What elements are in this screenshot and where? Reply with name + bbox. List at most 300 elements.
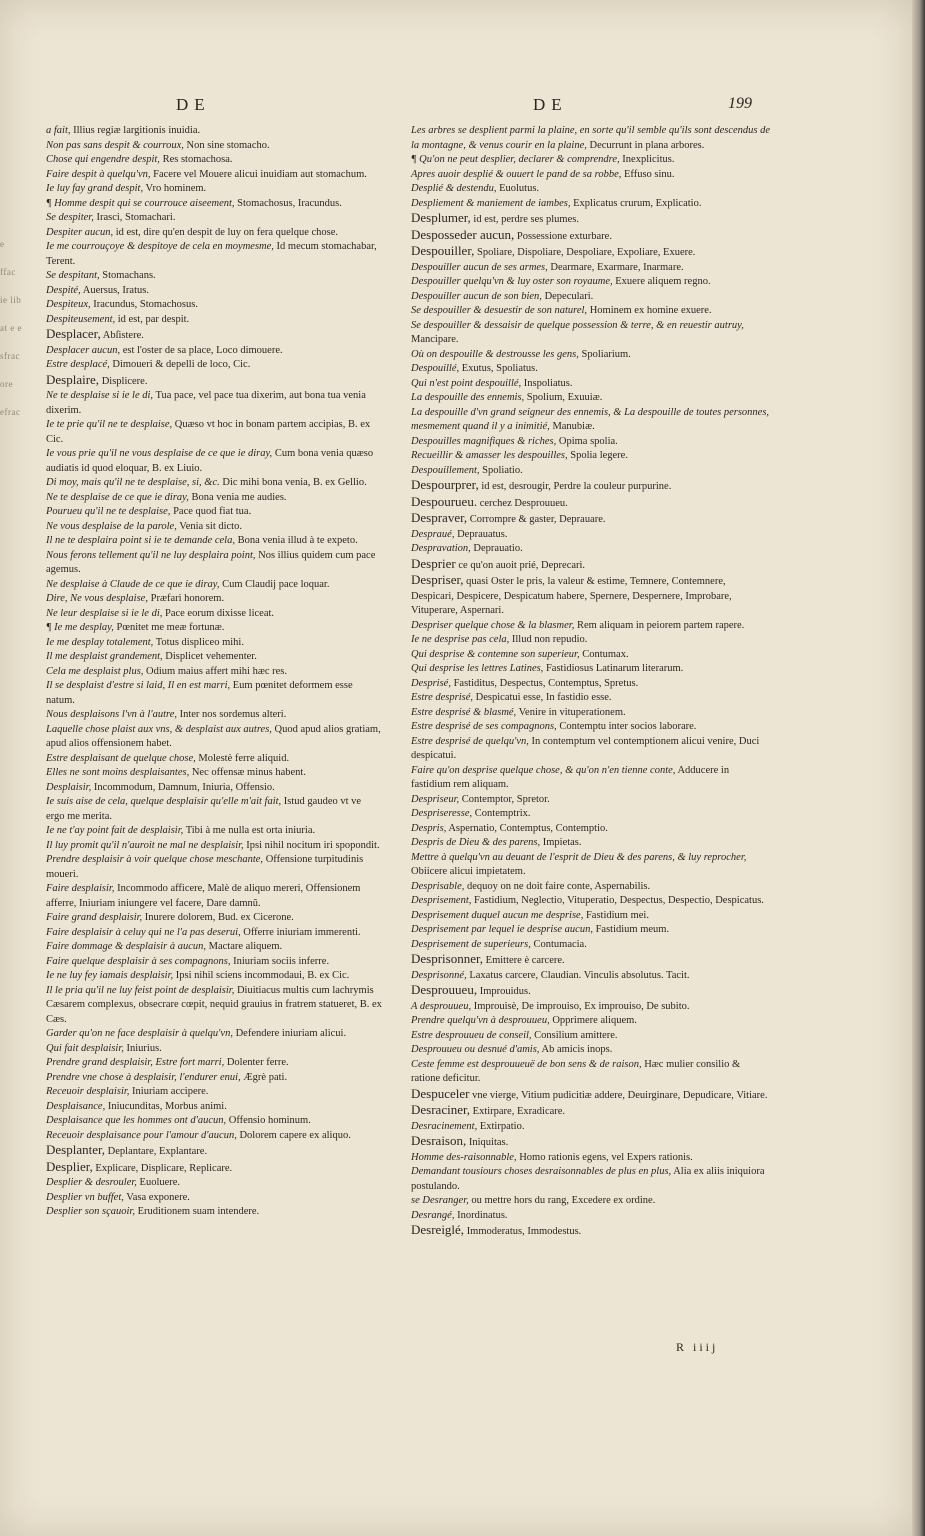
entry-french-text: Receuoir desplaisir,	[46, 1086, 130, 1097]
entry-french-text: Despiteusement,	[46, 313, 116, 325]
dictionary-entry	[411, 362, 771, 377]
entry-latin-text: Iniuriam accipere.	[129, 1086, 209, 1097]
entry-latin-text: Tua pace, vel pace tua dixerim, aut bona tua venia dixerim.	[46, 390, 366, 416]
dictionary-entry	[411, 662, 771, 677]
entry-latin-text: Vro hominem.	[143, 183, 207, 194]
entry-latin-text: ou mettre hors du rang, Excedere ex ordine.	[468, 1195, 656, 1206]
dictionary-entry	[411, 228, 771, 245]
dictionary-entry	[411, 528, 771, 543]
entry-french-text: Despraué,	[411, 528, 455, 540]
dictionary-entry	[46, 1027, 382, 1042]
dictionary-entry	[46, 795, 382, 824]
entry-latin-text: Adducere in fastidium rem aliquam.	[411, 764, 730, 790]
dictionary-entry	[411, 1103, 771, 1120]
entry-latin-text: Illius regiæ largitionis inuidia.	[70, 125, 201, 136]
entry-french-text: Recueillir & amasser les despouilles,	[411, 450, 568, 461]
dictionary-entry	[411, 735, 771, 764]
dictionary-entry	[46, 1160, 382, 1177]
dictionary-entry	[46, 824, 382, 839]
dictionary-entry	[411, 880, 771, 895]
entry-latin-text: Despicatui esse, In fastidio esse.	[473, 692, 612, 703]
entry-latin-text: vne vierge, Vitium pudicitiæ addere, Deuirginare, Depudicare, Vitiare.	[469, 1089, 768, 1101]
entry-latin-text: Quæso vt hoc in bonam partem accipias, B. ex Cic.	[46, 419, 371, 445]
entry-latin-text: id est, par despit.	[115, 313, 190, 325]
entry-latin-text: dequoy on ne doit faire conte, Aspernabilis.	[464, 880, 651, 892]
entry-latin-text: Opima spolia.	[556, 435, 618, 447]
entry-latin-text: Improuisè, De improuiso, Ex improuiso, De subito.	[471, 1000, 690, 1012]
entry-latin-text: Homo rationis egens, vel Expers rationis.	[516, 1151, 693, 1163]
dictionary-entry	[46, 1056, 382, 1071]
dictionary-entry	[46, 650, 382, 665]
entry-french-text: Despris de Dieu & des parens,	[411, 837, 541, 848]
entry-latin-text: Diuitiacus multis cum lachrymis Cæsarem complexus, obsecrare cœpit, nequid grauius in fratrem statueret, B. ex Cæs.	[46, 984, 382, 1025]
entry-french-text: Il le pria qu'il ne luy feist point de desplaisir,	[46, 984, 235, 996]
entry-latin-text: Rem aliquam in peiorem partem rapere.	[574, 619, 745, 631]
entry-french-text: Où on despouille & destrousse les gens,	[411, 348, 579, 360]
entry-french-text: Di moy, mais qu'il ne te desplaise, si, &c.	[46, 477, 220, 488]
entry-latin-text: Ipsi nihil sciens incommodaui, B. ex Cic.	[173, 970, 350, 981]
dictionary-entry	[46, 344, 382, 359]
entry-latin-text: Venire in vituperationem.	[516, 706, 626, 718]
entry-headword: Despriser,	[411, 572, 464, 587]
dictionary-entry	[411, 822, 771, 837]
entry-french-text: Receuoir desplaisance pour l'amour d'aucun,	[46, 1129, 237, 1141]
entry-french-text: Ie ne luy fey iamais desplaisir,	[46, 970, 174, 981]
entry-latin-text: Offerre iniuriam immerenti.	[240, 926, 361, 938]
dictionary-entry	[46, 124, 382, 139]
entry-latin-text: Facere vel Mouere alicui inuidiam aut stomachum.	[150, 168, 367, 180]
entry-latin-text: Pace eorum dixisse liceat.	[162, 607, 275, 619]
entry-french-text: Desracinement,	[411, 1120, 478, 1132]
signature-mark: R iiij	[676, 1340, 719, 1354]
entry-latin-text: Improuidus.	[477, 986, 531, 997]
entry-french-text: Despiter aucun,	[46, 226, 114, 238]
dictionary-entry	[411, 706, 771, 721]
dictionary-entry	[411, 1058, 771, 1087]
entry-latin-text: Consilium amittere.	[531, 1029, 618, 1041]
entry-latin-text: quasi Oster le pris, la valeur & estime, Temnere, Contemnere, Despicari, Despicere, Despicatum habere, Spernere, Despernere, Improbare, Vituperare, Aspernari.	[411, 576, 732, 616]
entry-latin-text: Contemptor, Spretor.	[459, 793, 550, 805]
entry-latin-text: cerchez Desprouueu.	[477, 497, 568, 509]
entry-latin-text: Aspernatio, Contemptus, Contemptio.	[446, 822, 608, 834]
entry-latin-text: Corrompre & gaster, Deprauare.	[467, 514, 606, 525]
entry-latin-text: Spoliarium.	[578, 348, 631, 360]
entry-latin-text: Defendere iniuriam alicui.	[232, 1028, 347, 1039]
entry-french-text: Ie suis aise de cela, quelque desplaisir qu'elle m'ait fait,	[46, 796, 282, 807]
entry-french-text: Non pas sans despit & courroux,	[46, 139, 184, 151]
entry-latin-text: Cum bona venia quæso audiatis id quod eloquar, B. ex Liuio.	[46, 448, 374, 474]
entry-french-text: Despliement & maniement de iambes,	[411, 197, 571, 209]
dictionary-entry	[46, 578, 382, 593]
entry-latin-text: Irasci, Stomachari.	[93, 212, 176, 223]
entry-headword: Despourueu.	[411, 493, 478, 509]
dictionary-entry	[46, 882, 382, 911]
dictionary-entry	[46, 1143, 382, 1160]
dictionary-entry	[411, 720, 771, 735]
entry-french-text: A desprouueu,	[411, 1000, 472, 1012]
dictionary-entry	[46, 269, 382, 284]
entry-french-text: Desprisonné,	[411, 969, 467, 981]
entry-french-text: Apres auoir desplié & ouuert le pand de sa robbe,	[411, 168, 622, 180]
entry-french-text: Faire despit à quelqu'vn,	[46, 168, 151, 180]
entry-latin-text: Iniuriam sociis inferre.	[230, 955, 330, 967]
entry-french-text: Desplier vn buffet,	[46, 1191, 124, 1203]
dictionary-entry	[411, 677, 771, 692]
entry-french-text: Despité,	[46, 284, 81, 296]
entry-headword: Desplier,	[46, 1158, 93, 1174]
entry-latin-text: Fastidium meum.	[592, 924, 670, 935]
entry-latin-text: Spoliare, Dispoliare, Despoliare, Expoliare, Exuere.	[474, 247, 696, 258]
entry-french-text: Ie me desplay totalement,	[46, 636, 154, 648]
dictionary-entry	[46, 911, 382, 926]
dictionary-entry	[411, 495, 771, 512]
dictionary-entry	[46, 592, 382, 607]
entry-latin-text: Fastidiosus Latinarum literarum.	[543, 663, 684, 674]
entry-latin-text: Explicatus crurum, Explicatio.	[570, 197, 702, 209]
entry-latin-text: Molestè ferre aliquid.	[195, 752, 290, 764]
dictionary-entry	[411, 153, 771, 168]
dictionary-entry	[411, 211, 771, 228]
entry-french-text: Ie luy fay grand despit,	[46, 183, 144, 194]
dictionary-entry	[411, 573, 771, 619]
entry-french-text: Faire qu'on desprise quelque chose, & qu'on n'en tienne conte,	[411, 764, 676, 776]
page-number: 199	[728, 95, 752, 112]
entry-latin-text: Contumax.	[579, 648, 629, 660]
header-left-word: DE	[176, 95, 211, 114]
dictionary-entry	[411, 182, 771, 197]
entry-latin-text: Inordinatus.	[454, 1209, 508, 1221]
dictionary-entry	[411, 511, 771, 528]
entry-french-text: Prendre quelqu'vn à desprouueu,	[411, 1015, 550, 1026]
entry-french-text: La despouille d'vn grand seigneur des ennemis, & La despouille de toutes personnes, mesmement quand il y a inimitié,	[411, 406, 770, 432]
entry-french-text: Ie me courrouçoye & despitoye de cela en moymesme,	[46, 241, 274, 252]
dictionary-entry	[411, 1209, 771, 1224]
dictionary-entry	[46, 447, 382, 476]
entry-french-text: Ceste femme est desprouueuë de bon sens & de raison,	[411, 1058, 642, 1070]
entry-latin-text: Istud gaudeo vt ve ergo me merita.	[46, 796, 362, 822]
dictionary-entry	[411, 909, 771, 924]
dictionary-entry	[411, 391, 771, 406]
entry-latin-text: Nec offensæ minus habent.	[189, 767, 306, 778]
entry-french-text: Desplacer aucun,	[46, 344, 121, 356]
dictionary-entry	[46, 534, 382, 549]
dictionary-entry	[411, 764, 771, 793]
entry-latin-text: Dimoueri & depelli de loco, Cic.	[109, 359, 251, 370]
left-column	[46, 124, 382, 1220]
entry-latin-text: id est, dire qu'en despit de luy on fera quelque chose.	[113, 226, 339, 238]
entry-latin-text: Contemptu inter socios laborare.	[556, 721, 697, 732]
entry-latin-text: Displicet vehementer.	[162, 651, 257, 662]
dictionary-entry	[411, 1000, 771, 1015]
dictionary-entry	[46, 752, 382, 767]
entry-latin-text: Dic mihi bona venia, B. ex Gellio.	[219, 477, 367, 488]
entry-latin-text: Cum Claudij pace loquar.	[219, 578, 330, 590]
entry-latin-text: Tibi à me nulla est orta iniuria.	[183, 825, 316, 836]
entry-latin-text: Inexplicitus.	[619, 154, 675, 165]
entry-latin-text: Deprauatio.	[470, 543, 523, 554]
entry-french-text: Prendre desplaisir à voir quelque chose meschante,	[46, 854, 264, 865]
dictionary-entry	[411, 807, 771, 822]
entry-french-text: Qui desprise les lettres Latines,	[411, 663, 544, 674]
dictionary-entry	[46, 327, 382, 344]
dictionary-entry	[411, 1223, 771, 1240]
entry-latin-text: Possessione exturbare.	[514, 230, 612, 242]
entry-latin-text: Id mecum stomachabar, Terent.	[46, 241, 377, 267]
entry-french-text: Despris,	[411, 822, 447, 834]
entry-french-text: Garder qu'on ne face desplaisir à quelqu'vn,	[46, 1028, 233, 1039]
entry-latin-text: Iniurius.	[123, 1042, 162, 1054]
entry-french-text: Chose qui engendre despit,	[46, 154, 160, 165]
dictionary-entry	[411, 557, 771, 574]
dictionary-entry	[411, 1134, 771, 1151]
margin-bleed-through: e ffac ie lib at e e sfrac ore efrac	[0, 239, 22, 417]
entry-latin-text: Ægrè pati.	[240, 1071, 288, 1083]
entry-latin-text: Euolutus.	[496, 183, 540, 194]
entry-french-text: Qui fait desplaisir,	[46, 1042, 124, 1054]
dictionary-entry	[46, 665, 382, 680]
dictionary-entry	[411, 952, 771, 969]
dictionary-entry	[411, 1014, 771, 1029]
dictionary-entry	[411, 1151, 771, 1166]
entry-french-text: Qui n'est point despouillé,	[411, 377, 522, 389]
dictionary-entry	[411, 464, 771, 479]
entry-latin-text: Totus displiceo mihi.	[153, 636, 244, 648]
entry-french-text: Despiteux,	[46, 299, 91, 310]
entry-french-text: a fait,	[46, 125, 71, 136]
entry-latin-text: In contemptum vel contemptionem alicui venire, Duci despicatui.	[411, 735, 760, 761]
dictionary-entry	[411, 619, 771, 634]
entry-french-text: Estre desprouueu de conseil,	[411, 1029, 532, 1041]
dictionary-entry	[46, 621, 382, 636]
entry-latin-text: Bona venia illud à te expeto.	[234, 535, 358, 546]
entry-french-text: Ne desplaise à Claude de ce que ie diray,	[46, 578, 220, 590]
dictionary-entry	[46, 520, 382, 535]
entry-latin-text: Offensione turpitudinis moueri.	[46, 854, 364, 880]
dictionary-entry	[46, 476, 382, 491]
entry-french-text: Desplier son sçauoir,	[46, 1206, 135, 1217]
dictionary-entry	[411, 542, 771, 557]
dictionary-entry	[411, 319, 771, 348]
entry-french-text: Desplier & desrouler,	[46, 1177, 137, 1188]
dictionary-entry	[411, 983, 771, 1000]
dictionary-entry	[411, 938, 771, 953]
entry-french-text: Ne leur desplaise si ie le di,	[46, 607, 163, 619]
entry-latin-text: Ipsi nihil nocitum iri spopondit.	[243, 839, 380, 851]
entry-latin-text: Fastidium, Neglectio, Vituperatio, Despectus, Despectio, Despicatus.	[471, 895, 764, 906]
entry-french-text: Estre desprisé de ses compagnons,	[411, 721, 557, 732]
dictionary-entry	[411, 836, 771, 851]
dictionary-entry	[46, 839, 382, 854]
entry-french-text: Despriseur,	[411, 793, 460, 805]
dictionary-entry	[46, 284, 382, 299]
entry-latin-text: Stomachans.	[99, 270, 156, 281]
entry-latin-text: Iniucunditas, Morbus animi.	[105, 1100, 227, 1112]
dictionary-entry	[411, 406, 771, 435]
dictionary-entry	[46, 211, 382, 226]
dictionary-entry	[46, 1191, 382, 1206]
dictionary-entry	[411, 1165, 771, 1194]
entry-headword: Despouiller,	[411, 243, 475, 258]
dictionary-entry	[411, 793, 771, 808]
entry-french-text: Despriseresse,	[411, 808, 473, 819]
dictionary-entry	[411, 478, 771, 495]
entry-french-text: Prendre grand desplaisir, Estre fort marri,	[46, 1057, 225, 1068]
dictionary-entry	[46, 1085, 382, 1100]
entry-french-text: Ne vous desplaise de la parole,	[46, 520, 177, 532]
entry-french-text: Despouiller quelqu'vn & luy oster son royaume,	[411, 276, 613, 287]
entry-latin-text: Contumacia.	[530, 938, 587, 950]
entry-latin-text: Dolorem capere ex aliquo.	[236, 1129, 351, 1141]
entry-latin-text: Iniquitas.	[466, 1137, 509, 1148]
entry-french-text: se Desranger,	[411, 1195, 469, 1206]
entry-latin-text: Illud non repudio.	[509, 634, 588, 645]
entry-headword: Desplanter,	[46, 1142, 106, 1157]
entry-french-text: Desprisement par lequel ie desprise aucun,	[411, 924, 593, 935]
dictionary-entry	[411, 1087, 771, 1104]
entry-latin-text: Ab amicis inops.	[539, 1044, 613, 1055]
entry-latin-text: Incommodum, Damnum, Iniuria, Offensio.	[91, 781, 275, 793]
entry-headword: Desposseder aucun,	[411, 226, 515, 242]
entry-latin-text: Odium maius affert mihi hæc res.	[143, 665, 287, 677]
dictionary-entry	[411, 261, 771, 276]
dictionary-entry	[411, 648, 771, 663]
entry-french-text: Desplié & destendu,	[411, 183, 497, 194]
dictionary-entry	[46, 853, 382, 882]
entry-french-text: Prendre vne chose à desplaisir, l'endurer enui,	[46, 1071, 241, 1083]
dictionary-entry	[46, 182, 382, 197]
entry-latin-text: Exutus, Spoliatus.	[459, 363, 538, 374]
entry-french-text: Desplaisance que les hommes ont d'aucun,	[46, 1115, 227, 1126]
entry-french-text: Ie ne t'ay point fait de desplaisir,	[46, 825, 184, 836]
entry-latin-text: Decurrunt in plana arbores.	[586, 139, 705, 151]
entry-latin-text: Fastidium mei.	[583, 909, 649, 921]
dictionary-entry	[46, 1205, 382, 1220]
entry-latin-text: Laxatus carcere, Claudian. Vinculis absolutus. Tacit.	[466, 969, 690, 981]
entry-latin-text: ce qu'on auoit prié, Deprecari.	[455, 559, 586, 571]
entry-latin-text: Inspoliatus.	[521, 377, 573, 389]
entry-headword: Desprier	[411, 555, 456, 571]
dictionary-entry	[411, 851, 771, 880]
entry-latin-text: Iracundus, Stomachosus.	[90, 299, 198, 310]
entry-french-text: Desrangé,	[411, 1209, 455, 1221]
entry-french-text: Desprouueu ou desnué d'amis,	[411, 1044, 540, 1055]
dictionary-entry	[411, 168, 771, 183]
entry-french-text: Desprisement,	[411, 895, 472, 906]
entry-headword: Desraison,	[411, 1133, 467, 1148]
entry-french-text: Homme des-raisonnable,	[411, 1151, 517, 1163]
entry-headword: Desprisonner,	[411, 951, 484, 966]
entry-french-text: Despouillement,	[411, 464, 480, 476]
entry-latin-text: Venia sit dicto.	[176, 520, 242, 532]
entry-french-text: Desprisé,	[411, 677, 451, 689]
entry-french-text: Ie vous prie qu'il ne vous desplaise de ce que ie diray,	[46, 448, 273, 459]
entry-latin-text: Bona venia me audies.	[188, 491, 287, 503]
dictionary-entry	[411, 691, 771, 706]
entry-french-text: Ie ne desprise pas cela,	[411, 634, 510, 645]
entry-latin-text: Displicere.	[99, 375, 148, 387]
entry-french-text: Desplaisir,	[46, 781, 92, 793]
dictionary-entry	[46, 766, 382, 781]
entry-latin-text: Deplantare, Explantare.	[105, 1146, 208, 1157]
entry-french-text: Despouiller aucun de son bien,	[411, 290, 542, 302]
entry-latin-text: Stomachosus, Iracundus.	[234, 197, 342, 209]
entry-latin-text: Inter nos sordemus alteri.	[176, 709, 287, 720]
entry-latin-text: Depeculari.	[541, 290, 594, 302]
entry-latin-text: Deprauatus.	[454, 528, 508, 540]
entry-french-text: Les arbres se desplient parmi la plaine, en sorte qu'il semble qu'ils sont descendus de la montagne, & venus courir en la plaine,	[411, 125, 771, 151]
entry-french-text: Despouilles magnifiques & riches,	[411, 435, 557, 447]
entry-french-text: Qui desprise & contemne son superieur,	[411, 648, 580, 660]
dictionary-entry	[411, 435, 771, 450]
entry-french-text: Despriser quelque chose & la blasmer,	[411, 619, 575, 631]
entry-french-text: Faire dommage & desplaisir à aucun,	[46, 941, 207, 952]
entry-french-text: Pourueu qu'il ne te desplaise,	[46, 506, 171, 517]
entry-french-text: Desprisement duquel aucun me desprise,	[411, 909, 584, 921]
entry-latin-text: Fastiditus, Despectus, Contemptus, Spretus.	[450, 677, 639, 689]
entry-latin-text: id est, perdre ses plumes.	[470, 214, 579, 225]
dictionary-entry	[46, 240, 382, 269]
dictionary-entry	[46, 636, 382, 651]
dictionary-entry	[411, 348, 771, 363]
entry-french-text: Demandant tousiours choses desraisonnables de plus en plus,	[411, 1166, 672, 1177]
entry-french-text: Il ne te desplaira point si ie te demande cela,	[46, 535, 235, 546]
entry-french-text: Estre desprisé & blasmé,	[411, 706, 517, 718]
dictionary-entry	[46, 679, 382, 708]
entry-latin-text: Hæc mulier consilio & ratione deficitur.	[411, 1058, 741, 1084]
entry-french-text: ¶ Homme despit qui se courrouce aiseement,	[46, 197, 235, 209]
entry-latin-text: Obiicere alicui impietatem.	[411, 866, 526, 877]
dictionary-entry	[46, 708, 382, 723]
entry-latin-text: Vasa exponere.	[123, 1191, 190, 1203]
dictionary-entry	[46, 153, 382, 168]
entry-french-text: Estre desplaisant de quelque chose,	[46, 752, 196, 764]
header-right-word: DE	[533, 95, 568, 114]
dictionary-entry	[46, 1129, 382, 1144]
entry-french-text: ¶ Qu'on ne peut desplier, declarer & comprendre,	[411, 154, 620, 165]
entry-latin-text: Inurere dolorem, Bud. ex Cicerone.	[142, 912, 294, 923]
entry-latin-text: Incommodo afficere, Malè de aliquo mereri, Offensionem afferre, Iniuriam iniungere vel facere, Dare damnũ.	[46, 883, 361, 909]
dictionary-entry	[411, 304, 771, 319]
dictionary-entry	[46, 926, 382, 941]
entry-french-text: Laquelle chose plaist aux vns, & desplaist aux autres,	[46, 723, 272, 735]
entry-french-text: Se despouiller & desuestir de son naturel,	[411, 305, 588, 316]
dictionary-entry	[411, 923, 771, 938]
entry-headword: Desplumer,	[411, 210, 471, 225]
running-header	[0, 95, 912, 123]
entry-latin-text: Eum pœnitet deformem esse natum.	[46, 680, 353, 706]
entry-french-text: Cela me desplaist plus,	[46, 665, 144, 677]
entry-latin-text: Immoderatus, Immodestus.	[464, 1226, 582, 1237]
entry-latin-text: Pœnitet me meæ fortunæ.	[113, 622, 225, 633]
dictionary-entry	[46, 197, 382, 212]
dictionary-entry	[411, 290, 771, 305]
entry-french-text: Despouiller aucun de ses armes,	[411, 261, 548, 273]
entry-french-text: Il luy promit qu'il n'auroit ne mal ne desplaisir,	[46, 839, 244, 851]
dictionary-entry	[411, 1043, 771, 1058]
dictionary-entry	[411, 1194, 771, 1209]
entry-latin-text: Spolia legere.	[567, 450, 628, 461]
dictionary-entry	[46, 313, 382, 328]
entry-headword: Despraver,	[411, 510, 468, 525]
right-column	[411, 124, 771, 1240]
dictionary-entry	[411, 894, 771, 909]
entry-headword: Desprouueu,	[411, 982, 478, 997]
entry-french-text: Faire desplaisir à celuy qui ne l'a pas deserui,	[46, 926, 241, 938]
dictionary-entry	[46, 984, 382, 1028]
entry-french-text: Elles ne sont moins desplaisantes,	[46, 767, 190, 778]
entry-french-text: Nous desplaisons l'vn à l'autre,	[46, 709, 177, 720]
entry-headword: Despuceler	[411, 1085, 470, 1101]
